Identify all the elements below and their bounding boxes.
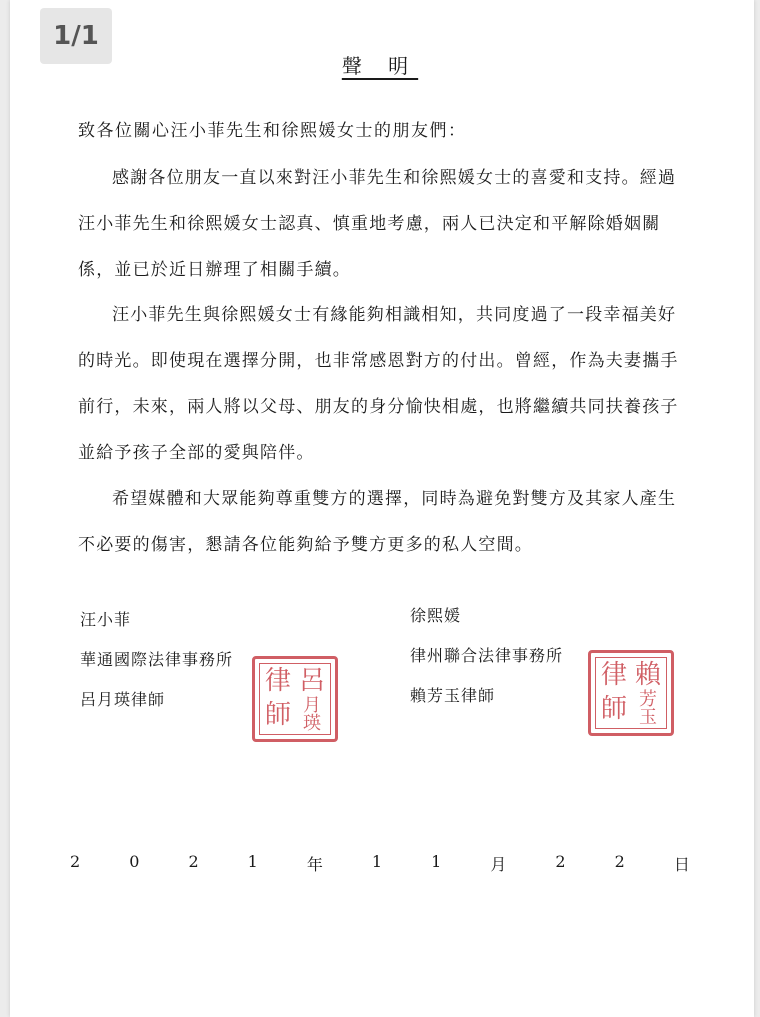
lawyer-name: 呂月瑛律師 (80, 690, 166, 709)
seal-char: 呂 (298, 666, 325, 696)
date-char: 1 (247, 852, 258, 871)
seal-char: 師 (264, 700, 291, 730)
date-char: 年 (306, 855, 323, 874)
page-title: 聲 明 (341, 54, 419, 78)
seal-char: 律 (264, 666, 291, 696)
document-date (70, 852, 690, 875)
date-char: 2 (555, 852, 566, 871)
date-char: 1 (371, 852, 383, 871)
paragraph-3: 希望媒體和大眾能夠尊重雙方的選擇，同時為避免對雙方及其家人產生不必要的傷害，懇請各位能夠給予雙方更多的私人空間。 (78, 489, 677, 555)
lawyer-seal-stamp (252, 656, 338, 742)
date-char: 2 (188, 852, 199, 871)
lawyer-seal-stamp (588, 650, 674, 736)
page-indicator: 1/1 (40, 8, 112, 64)
signatory-name: 徐熙媛 (410, 606, 462, 625)
seal-char: 師 (600, 694, 627, 724)
salutation: 致各位關心汪小菲先生和徐熙媛女士的朋友們： (78, 121, 467, 141)
date-char: 2 (70, 852, 81, 871)
law-firm-name: 律州聯合法律事務所 (410, 646, 564, 665)
lawyer-name: 賴芳玉律師 (410, 686, 496, 705)
seal-char: 律 (600, 660, 627, 690)
date-char: 0 (129, 852, 140, 871)
signatory-name: 汪小菲 (80, 610, 132, 629)
law-firm-name: 華通國際法律事務所 (80, 650, 234, 669)
paragraph-2: 汪小菲先生與徐熙媛女士有緣能夠相識相知，共同度過了一段幸福美好的時光。即使現在選擇分開，也非常感恩對方的付出。曾經，作為夫妻攜手前行，未來，兩人將以父母、朋友的身分愉快相處，也將繼續共同扶養孩子並給予孩子全部的愛與陪伴。 (78, 305, 679, 463)
seal-char: 月瑛 (303, 695, 321, 734)
date-char: 1 (431, 852, 442, 871)
seal-char: 芳玉 (639, 689, 657, 728)
seal-char: 賴 (634, 660, 661, 690)
date-char: 日 (673, 855, 690, 874)
date-char: 2 (614, 852, 625, 871)
signature-block-right (410, 596, 563, 716)
signature-block-left (80, 600, 233, 720)
paragraph-1: 感謝各位朋友一直以來對汪小菲先生和徐熙媛女士的喜愛和支持。經過汪小菲先生和徐熙媛女士認真、慎重地考慮，兩人已決定和平解除婚姻關係，並已於近日辦理了相關手續。 (78, 168, 677, 280)
date-char: 月 (490, 855, 507, 874)
